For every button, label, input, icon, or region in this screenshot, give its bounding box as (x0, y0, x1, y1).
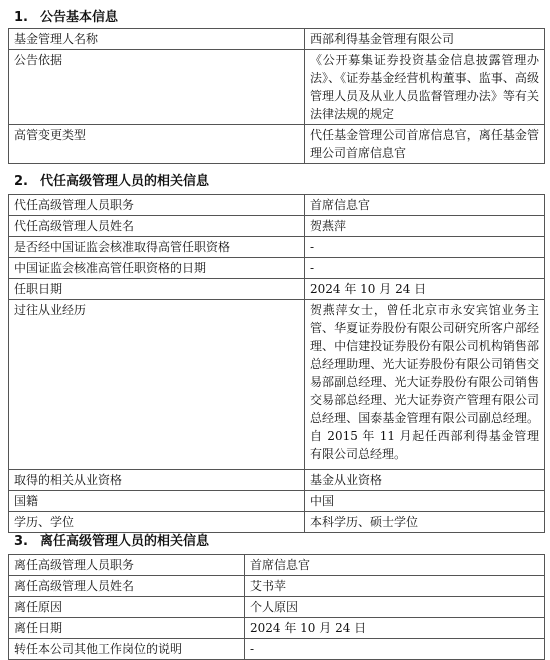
row-value: 中国 (305, 491, 545, 512)
departing-officer-table (8, 554, 545, 660)
row-label: 学历、学位 (9, 512, 305, 533)
table-row (9, 512, 545, 533)
table-row (9, 597, 545, 618)
row-value: 基金从业资格 (305, 470, 545, 491)
table-row (9, 300, 545, 470)
acting-officer-table (8, 194, 545, 533)
table-row (9, 29, 545, 50)
table-row (9, 491, 545, 512)
table-row (9, 470, 545, 491)
row-value: - (245, 639, 545, 660)
row-label: 离任原因 (9, 597, 245, 618)
row-value: - (305, 237, 545, 258)
table-row (9, 618, 545, 639)
row-value: 贺燕萍女士，曾任北京市永安宾馆业务主管、华夏证券股份有限公司研究所客户部经理、中信建投证券股份有限公司机构销售部总经理助理、光大证券股份有限公司销售交易部副总经理、光大证券股份有限公司销售交易部总经理、光大证券资产管理有限公司总经理、国泰基金管理有限公司副总经理。自 2015 年 11 月起任西部利得基金管理有限公司总经理。 (305, 300, 545, 470)
row-value: 艾书苹 (245, 576, 545, 597)
table-row (9, 237, 545, 258)
row-label: 是否经中国证监会核准取得高管任职资格 (9, 237, 305, 258)
row-label: 中国证监会核准高管任职资格的日期 (9, 258, 305, 279)
row-label: 代任高级管理人员姓名 (9, 216, 305, 237)
row-label: 转任本公司其他工作岗位的说明 (9, 639, 245, 660)
section-title-text: 离任高级管理人员的相关信息 (40, 534, 210, 549)
row-label: 离任高级管理人员姓名 (9, 576, 245, 597)
table-row (9, 279, 545, 300)
row-value: 2024 年 10 月 24 日 (245, 618, 545, 639)
row-label: 国籍 (9, 491, 305, 512)
row-label: 高管变更类型 (9, 125, 305, 164)
row-value: 贺燕萍 (305, 216, 545, 237)
table-row (9, 195, 545, 216)
table-row (9, 576, 545, 597)
section-title-text: 公告基本信息 (40, 10, 119, 25)
table-row (9, 555, 545, 576)
row-label: 公告依据 (9, 50, 305, 125)
row-label: 离任高级管理人员职务 (9, 555, 245, 576)
section-title (14, 8, 118, 28)
section-number: 2. (14, 174, 28, 189)
table-row (9, 216, 545, 237)
table-row (9, 639, 545, 660)
section-number: 3. (14, 534, 28, 549)
row-label: 取得的相关从业资格 (9, 470, 305, 491)
row-label: 过往从业经历 (9, 300, 305, 470)
row-value: 代任基金管理公司首席信息官，离任基金管理公司首席信息官 (305, 125, 545, 164)
section-title-text: 代任高级管理人员的相关信息 (40, 174, 210, 189)
section-title (14, 532, 209, 552)
table-row (9, 258, 545, 279)
row-value: 首席信息官 (245, 555, 545, 576)
table-row (9, 125, 545, 164)
table-row (9, 50, 545, 125)
row-label: 任职日期 (9, 279, 305, 300)
row-value: 个人原因 (245, 597, 545, 618)
row-value: - (305, 258, 545, 279)
row-label: 离任日期 (9, 618, 245, 639)
row-label: 基金管理人名称 (9, 29, 305, 50)
row-value: 2024 年 10 月 24 日 (305, 279, 545, 300)
section-title (14, 172, 209, 192)
basic-info-table (8, 28, 545, 164)
row-value: 《公开募集证券投资基金信息披露管理办法》、《证券基金经营机构董事、监事、高级管理人员及从业人员监督管理办法》等有关法律法规的规定 (305, 50, 545, 125)
row-label: 代任高级管理人员职务 (9, 195, 305, 216)
row-value: 首席信息官 (305, 195, 545, 216)
row-value: 本科学历、硕士学位 (305, 512, 545, 533)
row-value: 西部利得基金管理有限公司 (305, 29, 545, 50)
section-number: 1. (14, 10, 28, 25)
